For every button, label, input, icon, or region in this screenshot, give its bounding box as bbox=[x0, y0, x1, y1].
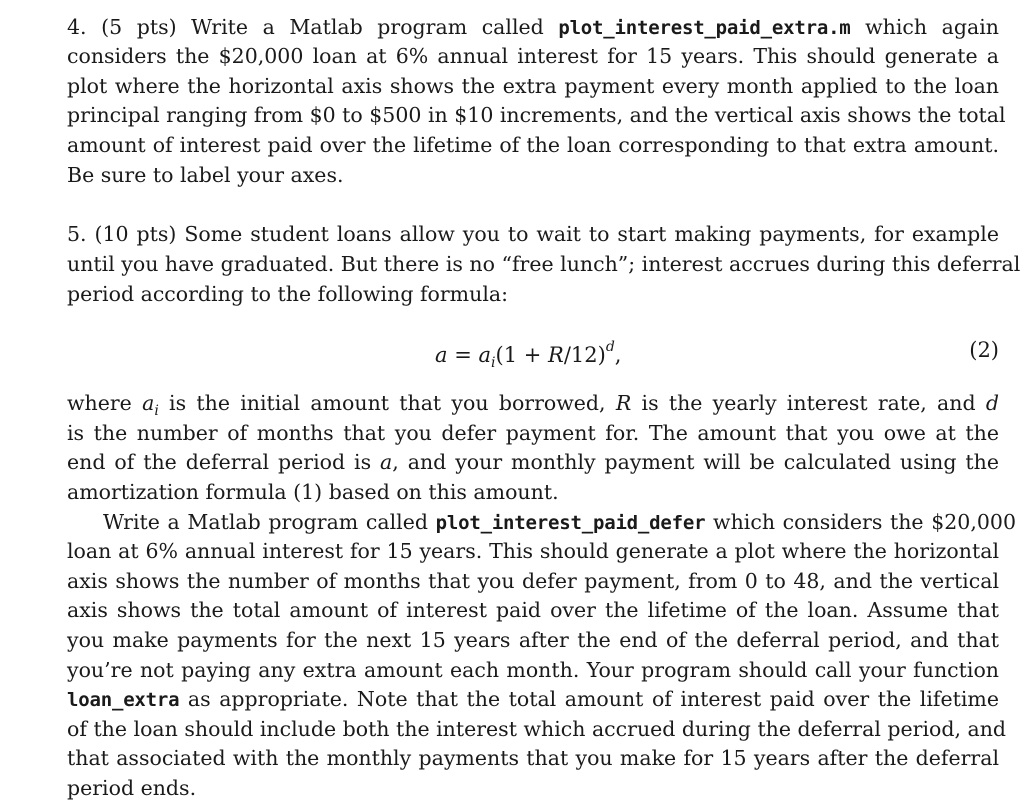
eq-exponent: d bbox=[605, 339, 615, 355]
eq-paren-open: (1 + bbox=[495, 343, 548, 367]
eq-divisor: /12) bbox=[563, 343, 606, 367]
q5-l6-a: end of the deferral period is bbox=[67, 450, 381, 474]
var-ai: a bbox=[142, 391, 155, 415]
q5-l8-a: Write a Matlab program called bbox=[103, 510, 436, 534]
q5-line-14 bbox=[67, 684, 999, 714]
q5-line-10: axis shows the number of months that you defer payment, from 0 to 48, and the vertical bbox=[67, 569, 999, 593]
q5-l4-a: where bbox=[67, 391, 143, 415]
equation-number: (2) bbox=[969, 338, 999, 362]
q5-line-17: period ends. bbox=[67, 776, 197, 800]
var-r: R bbox=[615, 391, 632, 415]
q5-line-13: you’re not paying any extra amount each month. Your program should call your function bbox=[67, 658, 999, 682]
var-ai-subscript: i bbox=[154, 403, 159, 420]
q5-program-name: plot_interest_paid_defer bbox=[435, 512, 706, 534]
function-name: loan_extra bbox=[67, 689, 180, 711]
q5-line-15: of the loan should include both the interest which accrued during the deferral period, and bbox=[67, 717, 1007, 741]
q5-l4-c: is the yearly interest rate, and bbox=[631, 391, 986, 415]
q5-line-1: 5. (10 pts) Some student loans allow you to wait to start making payments, for example bbox=[67, 222, 999, 246]
eq-ai-base: a bbox=[478, 343, 492, 367]
q5-line-16: that associated with the monthly payments that you make for 15 years after the deferral bbox=[67, 746, 999, 770]
eq-sign: = bbox=[447, 343, 479, 367]
q5-line-7: amortization formula (1) based on this amount. bbox=[67, 480, 559, 504]
q5-line-11: axis shows the total amount of interest paid over the lifetime of the loan. Assume that bbox=[67, 598, 999, 622]
q5-line-6 bbox=[67, 447, 999, 477]
q5-line-3: period according to the following formula: bbox=[67, 282, 509, 306]
q4-intro-tail: which again bbox=[850, 15, 999, 39]
eq-rate: R bbox=[548, 343, 564, 367]
q4-line-6: Be sure to label your axes. bbox=[67, 163, 344, 187]
q5-line-12: you make payments for the next 15 years after the end of the deferral period, and that bbox=[67, 628, 999, 652]
q4-line-1 bbox=[67, 12, 999, 42]
q5-l6-b: , and your monthly payment will be calculated using the bbox=[392, 450, 999, 474]
eq-ai-subscript: i bbox=[491, 355, 496, 372]
q4-program-name: plot_interest_paid_extra.m bbox=[558, 17, 851, 39]
eq-lhs: a bbox=[435, 343, 448, 367]
q5-line-4 bbox=[67, 388, 999, 418]
q5-line-5: is the number of months that you defer payment for. The amount that you owe at the bbox=[67, 421, 999, 445]
q4-intro-text: 4. (5 pts) Write a Matlab program called bbox=[67, 15, 559, 39]
q4-line-3: plot where the horizontal axis shows the extra payment every month applied to the loan bbox=[67, 74, 999, 98]
eq-comma: , bbox=[614, 343, 622, 367]
equation-body bbox=[435, 334, 621, 379]
q5-line-2: until you have graduated. But there is no “free lunch”; interest accrues during this deferral bbox=[67, 252, 1021, 276]
var-a: a bbox=[380, 450, 393, 474]
q5-line-9: loan at 6% annual interest for 15 years. This should generate a plot where the horizontal bbox=[67, 539, 999, 563]
deferral-equation bbox=[67, 334, 999, 374]
q5-l8-b: which considers the $20,000 bbox=[705, 510, 1016, 534]
q5-line-8 bbox=[103, 507, 1016, 537]
q4-line-4: principal ranging from $0 to $500 in $10 increments, and the vertical axis shows the total bbox=[67, 103, 1006, 127]
var-d: d bbox=[985, 391, 999, 415]
q5-l4-b: is the initial amount that you borrowed, bbox=[158, 391, 616, 415]
q4-line-5: amount of interest paid over the lifetime of the loan corresponding to that extra amount. bbox=[67, 133, 999, 157]
q4-line-2: considers the $20,000 loan at 6% annual interest for 15 years. This should generate a bbox=[67, 44, 999, 68]
q5-l14-b: as appropriate. Note that the total amount of interest paid over the lifetime bbox=[179, 687, 999, 711]
